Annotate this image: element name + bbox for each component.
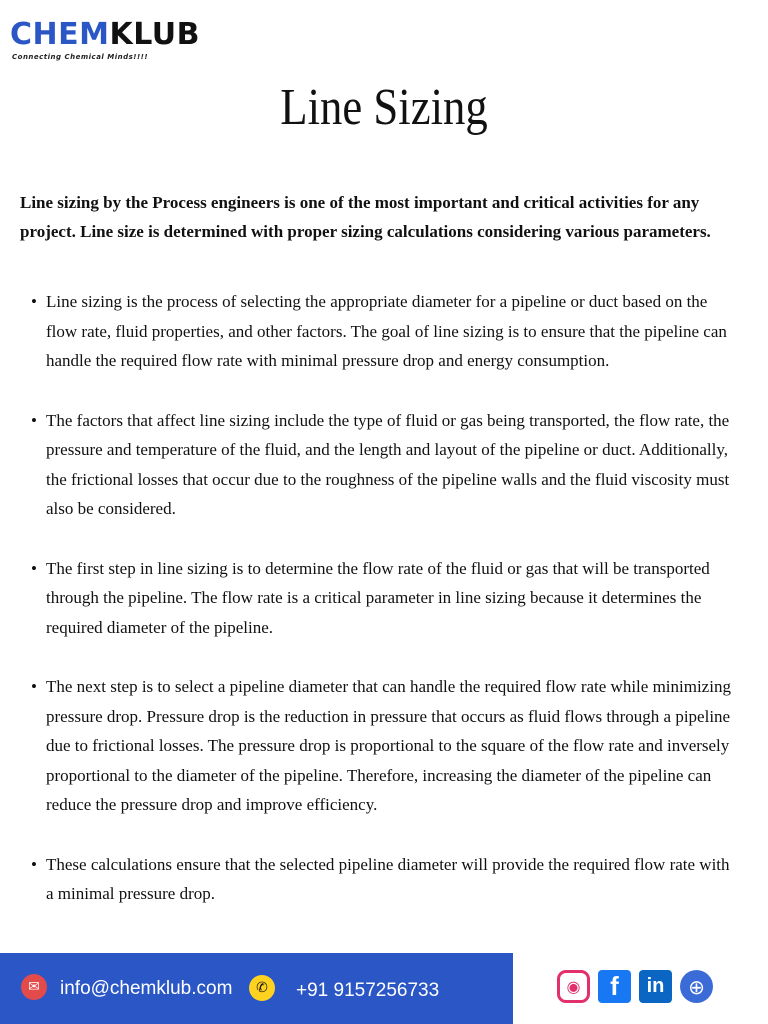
bullet-text: These calculations ensure that the selected pipeline diameter will provide the required flow rate with a minimal pressure drop. bbox=[46, 854, 730, 903]
bullet-marker: • bbox=[31, 677, 37, 696]
bullet-item bbox=[0, 406, 768, 524]
footer-email[interactable]: info@chemklub.com bbox=[60, 978, 233, 999]
linkedin-icon[interactable]: in bbox=[639, 970, 672, 1003]
logo-tagline: Connecting Chemical Minds!!!! bbox=[12, 53, 149, 61]
bullet-marker: • bbox=[31, 410, 37, 430]
bullet-marker: • bbox=[31, 558, 37, 578]
bullet-item bbox=[0, 554, 768, 643]
brand-logo bbox=[10, 17, 201, 61]
footer-phone[interactable]: +91 9157256733 bbox=[296, 980, 440, 1001]
bullet-item bbox=[0, 672, 768, 820]
bullet-item bbox=[0, 287, 768, 376]
instagram-icon[interactable]: ◉ bbox=[557, 970, 590, 1003]
bullet-text: Line sizing is the process of selecting the appropriate diameter for a pipeline or duct based on the flow rate, fluid properties, and other factors. The goal of line sizing is to ensure that the pipeline can handle the required flow rate with minimal pressure drop and energy consumption. bbox=[46, 292, 727, 370]
globe-icon[interactable]: ⊕ bbox=[680, 970, 713, 1003]
bullet-item bbox=[0, 850, 768, 909]
facebook-icon[interactable]: f bbox=[598, 970, 631, 1003]
bullet-text: The next step is to select a pipeline diameter that can handle the required flow rate while minimizing pressure drop. Pressure drop is the reduction in pressure that occurs as fluid flows through a pipeline due to frictional losses. The pressure drop is proportional to the square of the flow rate and inversely proportional to the diameter of the pipeline. Therefore, increasing the diameter of the pipeline can reduce the pressure drop and improve efficiency. bbox=[46, 677, 731, 814]
mail-icon: ✉ bbox=[21, 974, 47, 1000]
bullet-marker: • bbox=[31, 854, 37, 874]
intro-paragraph: Line sizing by the Process engineers is one of the most important and critical activities for any project. Line size is determined with proper sizing calculations considering various parameters. bbox=[20, 193, 711, 241]
logo-klub: KLUB bbox=[109, 17, 201, 52]
logo-chem: CHEM bbox=[10, 17, 110, 52]
bullet-list bbox=[0, 287, 768, 939]
bullet-text: The first step in line sizing is to determine the flow rate of the fluid or gas that will be transported through the pipeline. The flow rate is a critical parameter in line sizing because it determines the required diameter of the pipeline. bbox=[46, 558, 710, 637]
phone-icon: ✆ bbox=[249, 975, 275, 1001]
bullet-text: The factors that affect line sizing include the type of fluid or gas being transported, the flow rate, the pressure and temperature of the fluid, and the length and layout of the pipeline or duct. Additionally, the frictional losses that occur due to the roughness of the pipeline walls and the fluid viscosity must also be considered. bbox=[46, 410, 730, 518]
logo-wordmark bbox=[10, 17, 201, 52]
bullet-marker: • bbox=[31, 292, 37, 311]
page-title: Line Sizing bbox=[280, 79, 488, 136]
